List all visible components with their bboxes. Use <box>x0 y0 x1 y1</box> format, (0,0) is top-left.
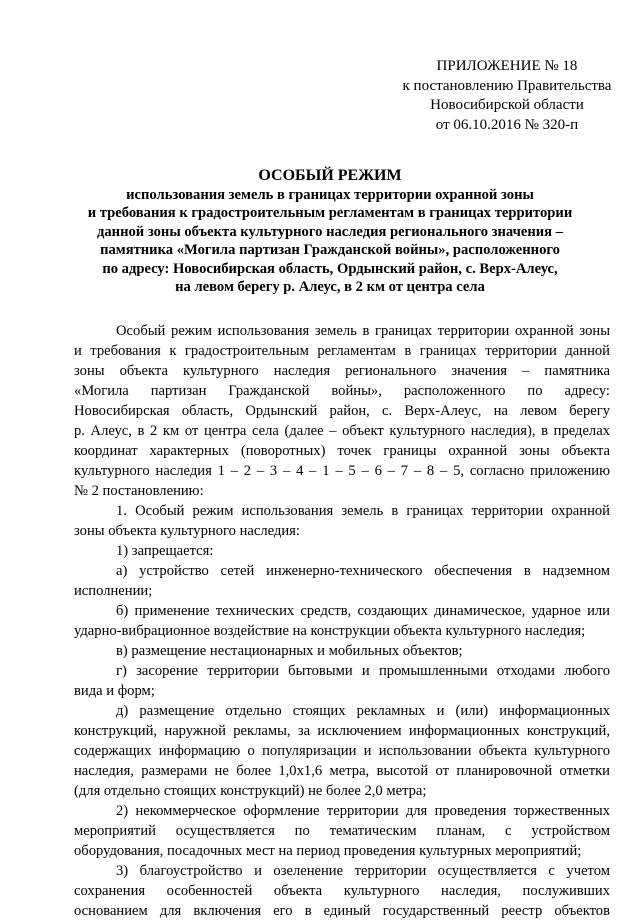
body-line: конструкций, наружной рекламы, за исключением информационных конструкций, <box>74 723 610 739</box>
title-subtitle <box>60 186 600 296</box>
body-line: мероприятий осуществляется по тематическим планам, с устройством <box>74 823 610 839</box>
body-line: наследия, размерами не более 1,0х1,6 метра, высотой от планировочной отметки <box>74 763 610 779</box>
body-line: Новосибирская область, Ордынский район, с. Верх-Алеус, на левом берегу <box>74 403 610 419</box>
appendix-header <box>392 57 622 135</box>
appendix-reference: к постановлению Правительства <box>402 77 612 94</box>
body-line: оборудования, посадочных мест на период проведения культурных мероприятий; <box>74 843 582 859</box>
body-line: а) устройство сетей инженерно-технического обеспечения в надземном <box>116 563 610 579</box>
title-line: по адресу: Новосибирская область, Ордынский район, с. Верх-Алеус, <box>102 260 558 277</box>
body-line: содержащих информацию о популяризации и использовании объекта культурного <box>74 743 610 759</box>
body-line: д) размещение отдельно стоящих рекламных и (или) информационных <box>116 703 610 719</box>
body-line: «Могила партизан Гражданской войны», расположенного по адресу: <box>74 383 610 399</box>
body-line: 3) благоустройство и озеленение территории осуществляется с учетом <box>116 863 610 879</box>
body-line: сохранения особенностей объекта культурного наследия, послуживших <box>74 883 610 899</box>
body-line: в) размещение нестационарных и мобильных объектов; <box>116 643 463 659</box>
appendix-number: ПРИЛОЖЕНИЕ № 18 <box>436 58 578 74</box>
body-line: Особый режим использования земель в границах территории охранной зоны <box>116 323 610 339</box>
document-title <box>60 166 600 296</box>
title-line: данной зоны объекта культурного наследия регионального значения – <box>96 223 563 240</box>
title-main: ОСОБЫЙ РЕЖИМ <box>258 167 402 184</box>
body-line: 1) запрещается: <box>116 543 214 559</box>
title-line: и требования к градостроительным регламентам в границах территории <box>87 205 573 222</box>
body-line: культурного наследия 1 – 2 – 3 – 4 – 1 – 5 – 6 – 7 – 8 – 5, согласно приложению <box>74 463 610 479</box>
body-line: зоны объекта культурного наследия: <box>74 523 300 539</box>
body-line: вида и форм; <box>74 683 155 699</box>
body-line: (для отдельно стоящих конструкций) не более 2,0 метра; <box>74 783 427 799</box>
body-line: г) засорение территории бытовыми и промышленными отходами любого <box>116 663 610 679</box>
appendix-region: Новосибирской области <box>430 97 584 113</box>
document-body <box>74 321 610 921</box>
body-line: исполнении; <box>74 583 153 599</box>
body-line: основанием для включения его в единый государственный реестр объектов <box>74 903 610 919</box>
body-line: и требования к градостроительным регламентам в границах территории данной <box>74 343 610 359</box>
body-line: р. Алеус, в 2 км от центра села (далее – объект культурного наследия), в пределах <box>74 423 610 439</box>
body-line: 1. Особый режим использования земель в границах территории охранной <box>116 503 610 519</box>
body-line: ударно-вибрационное воздействие на конструкции объекта культурного наследия; <box>74 623 586 639</box>
title-line: памятника «Могила партизан Гражданской войны», расположенного <box>100 242 560 259</box>
body-line: координат характерных (поворотных) точек границы охранной зоны объекта <box>74 443 610 459</box>
title-line: использования земель в границах территории охранной зоны <box>126 187 534 203</box>
body-line: б) применение технических средств, создающих динамическое, ударное или <box>116 603 610 619</box>
title-line: на левом берегу р. Алеус, в 2 км от центра села <box>175 279 485 296</box>
appendix-date: от 06.10.2016 № 320-п <box>435 116 579 133</box>
body-line: № 2 постановлению: <box>74 483 204 499</box>
body-line: зоны объекта культурного наследия регионального значения – памятника <box>74 363 610 379</box>
body-line: 2) некоммерческое оформление территории для проведения торжественных <box>116 803 610 819</box>
